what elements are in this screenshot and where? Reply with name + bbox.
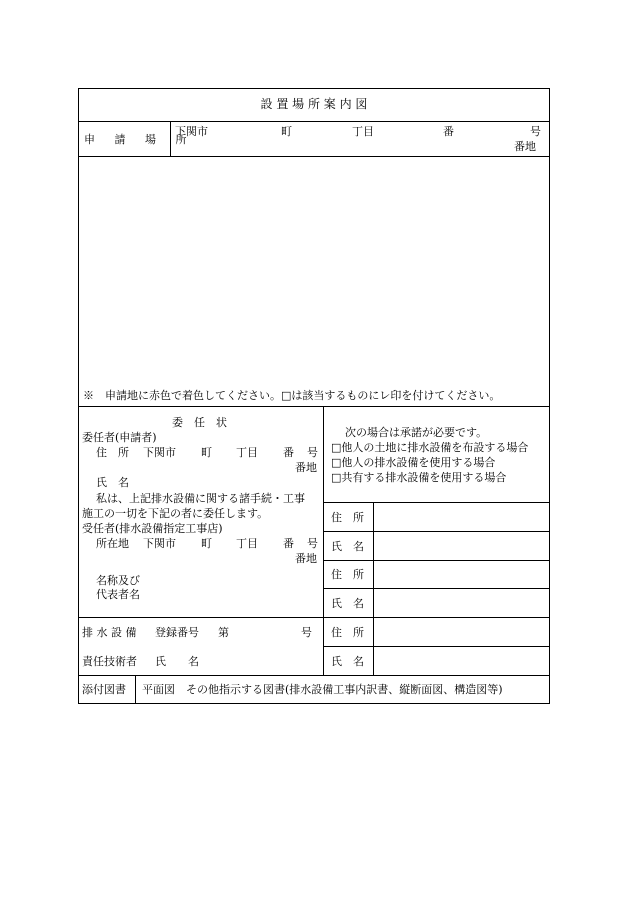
consent-row-label: 氏 名: [331, 655, 364, 668]
agent-chome: 丁目: [236, 537, 258, 550]
city-text: 下関市: [175, 125, 208, 138]
ban-text: 番: [443, 125, 454, 138]
principal-town: 町: [201, 446, 212, 459]
go-text: 号: [530, 125, 541, 138]
principal-chome: 丁目: [236, 446, 258, 459]
principal-name-label: 氏 名: [96, 476, 129, 489]
divider: [78, 617, 550, 618]
registration-go: 号: [301, 626, 312, 639]
statement-line-2: 施工の一切を下記の者に委任します。: [82, 507, 269, 520]
agent-town: 町: [201, 537, 212, 550]
statement-line-1: 私は、上記排水設備に関する諸手続・工事: [96, 492, 305, 505]
divider: [78, 675, 550, 676]
principal-banchi: 番地: [295, 461, 317, 474]
consent-row-label: 住 所: [331, 511, 364, 524]
location-label: 所在地: [96, 537, 129, 550]
delegation-title: 委 任 状: [172, 416, 227, 429]
consent-item: □共有する排水設備を使用する場合: [331, 471, 507, 484]
agent-go: 号: [307, 537, 318, 550]
agent-label: 受任者(排水設備指定工事店): [82, 522, 223, 535]
divider: [323, 560, 550, 561]
principal-label: 委任者(申請者): [82, 431, 157, 444]
consent-row-label: 住 所: [331, 568, 364, 581]
divider: [135, 675, 136, 704]
divider: [373, 502, 374, 675]
town-text: 町: [281, 125, 292, 138]
address-label: 住 所: [96, 446, 129, 459]
divider: [78, 156, 550, 157]
principal-go: 号: [307, 446, 318, 459]
divider: [323, 531, 550, 532]
engineer-label: 責任技術者: [82, 655, 137, 668]
agent-ban: 番: [283, 537, 294, 550]
attachments-label: 添付図書: [82, 683, 126, 696]
principal-ban: 番: [283, 446, 294, 459]
consent-item: □他人の土地に排水設備を布設する場合: [331, 441, 529, 454]
consent-intro: 次の場合は承諾が必要です。: [345, 426, 488, 439]
registration-number-label: 登録番号: [155, 626, 199, 639]
consent-item: □他人の排水設備を使用する場合: [331, 456, 496, 469]
representative-label-1: 名称及び: [96, 574, 140, 587]
attachments-text: 平面図 その他指示する図書(排水設備工事内訳書、縦断面図、構造図等): [142, 683, 503, 696]
consent-row-label: 氏 名: [331, 597, 364, 610]
engineer-name-label: 氏 名: [155, 655, 199, 668]
consent-row-label: 氏 名: [331, 540, 364, 553]
agent-city: 下関市: [143, 537, 176, 550]
chome-text: 丁目: [352, 125, 374, 138]
divider: [323, 502, 550, 503]
divider: [78, 406, 550, 407]
divider: [323, 406, 324, 675]
divider: [78, 121, 550, 122]
representative-label-2: 代表者名: [96, 588, 140, 601]
divider: [323, 588, 550, 589]
page-title: 設 置 場 所 案 内 図: [260, 97, 368, 111]
consent-row-label: 住 所: [331, 626, 364, 639]
divider: [323, 646, 550, 647]
map-note: ※ 申請地に赤色で着色してください。□は該当するものにレ印を付けてください。: [83, 389, 501, 402]
registration-dai: 第: [218, 626, 229, 639]
drainage-label: 排 水 設 備: [82, 626, 137, 639]
banchi-text: 番地: [514, 140, 536, 153]
agent-banchi: 番地: [295, 552, 317, 565]
principal-city: 下関市: [143, 446, 176, 459]
application-place-label: 申 請 場 所: [84, 133, 195, 146]
